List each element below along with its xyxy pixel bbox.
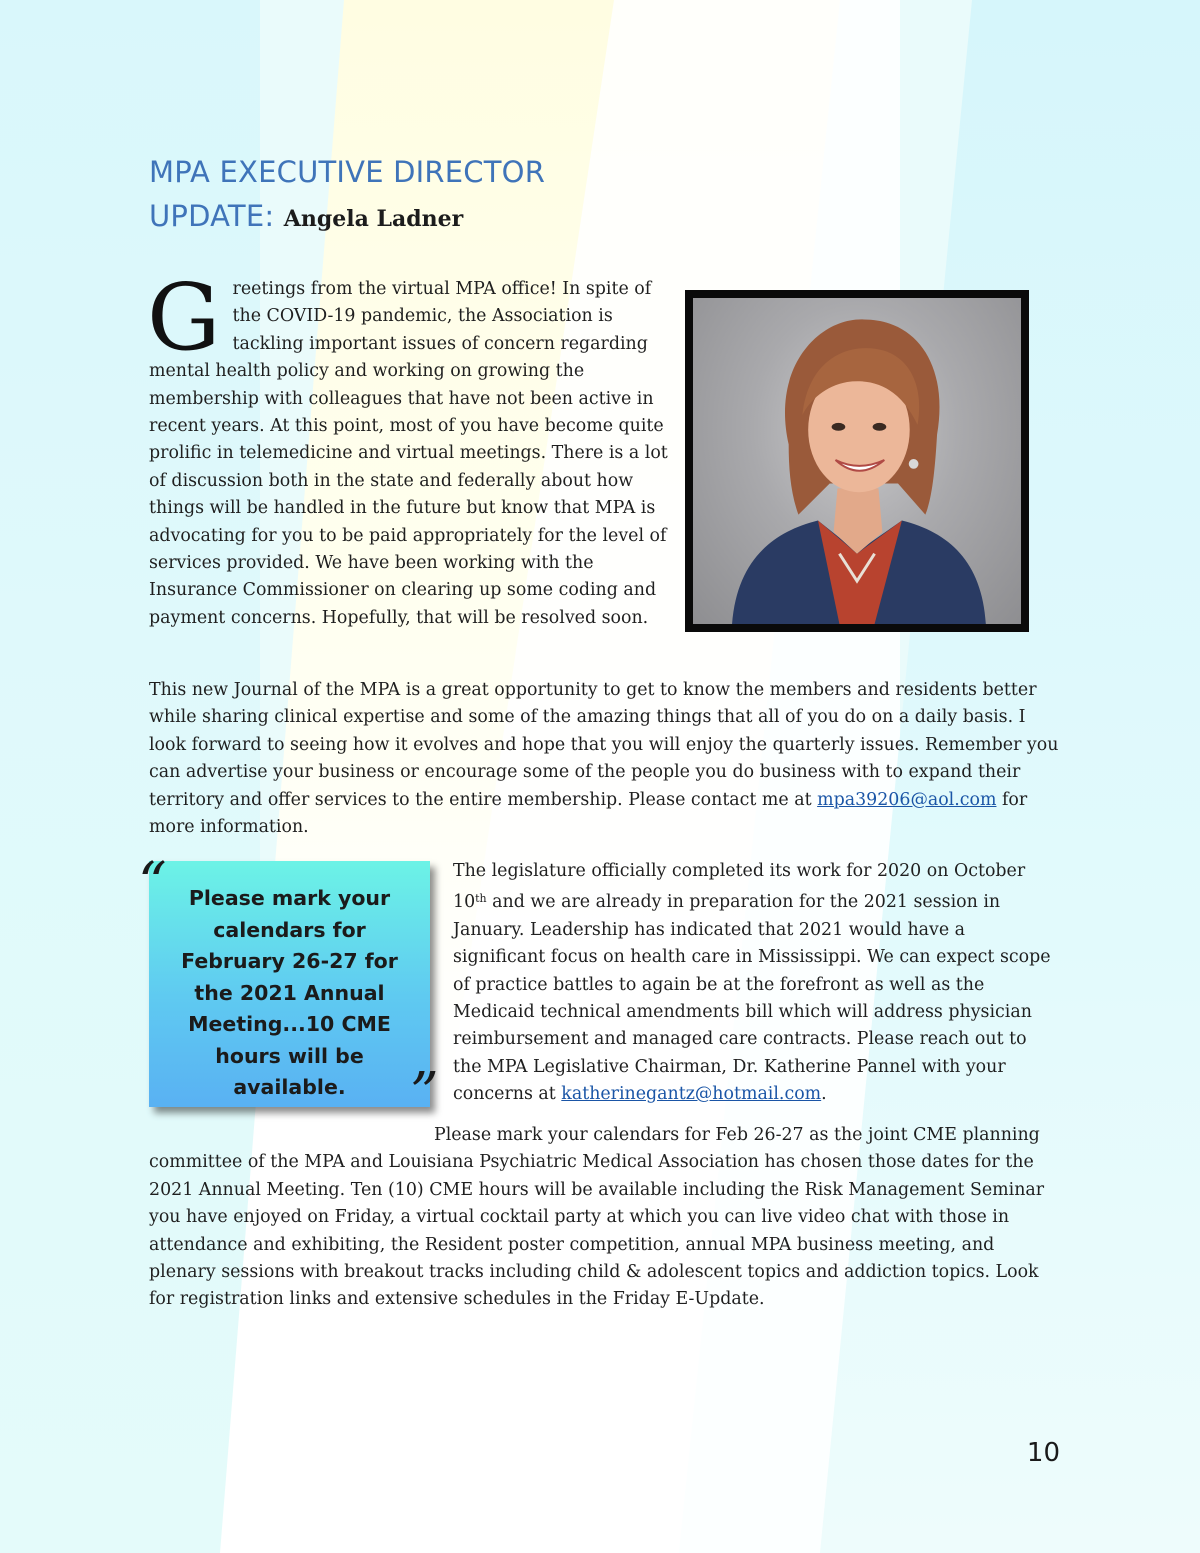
heading-line-2 — [149, 194, 849, 241]
author-photo-frame — [685, 290, 1029, 632]
pull-quote-text: Please mark your calendars for February 26-27 for the 2021 Annual Meeting...10 CME hours will be available. — [181, 886, 398, 1099]
intro-paragraph — [147, 264, 669, 632]
journal-text-before: This new Journal of the MPA is a great opportunity to get to know the members and residents better while sharing clinical expertise and some of the amazing things that all of you do on a daily basis. I look forward to seeing how it evolves and hope that you will enjoy the quarterly issues. Remember you can advertise your business or encourage some of the people you do business with to expand their territory and offer services to the entire membership. Please contact me at — [149, 680, 1059, 810]
heading-line-1: MPA EXECUTIVE DIRECTOR — [149, 155, 546, 189]
email-link-chairman[interactable]: katherinegantz@hotmail.com — [561, 1084, 822, 1105]
open-quote-mark: “ — [138, 851, 167, 916]
ordinal-suffix: th — [475, 892, 487, 906]
author-name: Angela Ladner — [283, 206, 464, 232]
portrait-illustration — [693, 298, 1021, 624]
meeting-paragraph: Please mark your calendars for Feb 26-27 as the joint CME planning committee of the MPA and Louisiana Psychiatric Medical Association has chosen those dates for the 2021 Annual Meeting. Ten (10) CME hours will be available including the Risk Management Seminar you have enjoyed on Friday, a virtual cocktail party at which you can live video chat with those in attendance and exhibiting, the Resident poster competition, annual MPA business meeting, and plenary sessions with breakout tracks including child & adolescent topics and addiction topics. Look for registration links and extensive schedules in the Friday E-Update. — [149, 1125, 1045, 1310]
journal-text-after: for more information. — [149, 789, 1028, 838]
legislature-text-b: and we are already in preparation for the 2021 session in January. Leadership has indicated that 2021 would have a significant focus on health care in Mississippi. We can expect scope of practice battles to again be at the forefront as well as the Medicaid technical amendments bill which will address physician reimbursement and managed care contracts. Please reach out to the MPA Legislative Chairman, Dr. Katherine Pannel with your concerns at — [453, 892, 1051, 1105]
email-link-mpa[interactable]: mpa39206@aol.com — [817, 789, 997, 810]
heading-update-label: UPDATE: — [149, 199, 275, 233]
legislature-text-c: . — [821, 1084, 827, 1105]
drop-cap: G — [147, 264, 221, 371]
journal-paragraph — [149, 677, 1059, 841]
intro-text: reetings from the virtual MPA office! In spite of the COVID-19 pandemic, the Association is tackling important issues of concern regarding mental health policy and working on growing the membership with colleagues that have not been active in recent years. At this point, most of you have become quite prolific in telemedicine and virtual meetings. There is a lot of discussion both in the state and federally about how things will be handled in the future but know that MPA is advocating for you to be paid appropriately for the level of services provided. We have been working with the Insurance Commissioner on clearing up some coding and payment concerns. Hopefully, that will be resolved soon. — [149, 279, 668, 628]
page-number: 10 — [1026, 1438, 1060, 1468]
legislature-text-a: The legislature officially completed its work for 2020 on October 10 — [453, 861, 1026, 913]
legislature-paragraph — [453, 858, 1053, 1109]
author-photo — [693, 298, 1021, 624]
pull-quote-box — [149, 861, 430, 1107]
close-quote-mark: ” — [410, 1061, 439, 1126]
article-heading — [149, 150, 849, 241]
